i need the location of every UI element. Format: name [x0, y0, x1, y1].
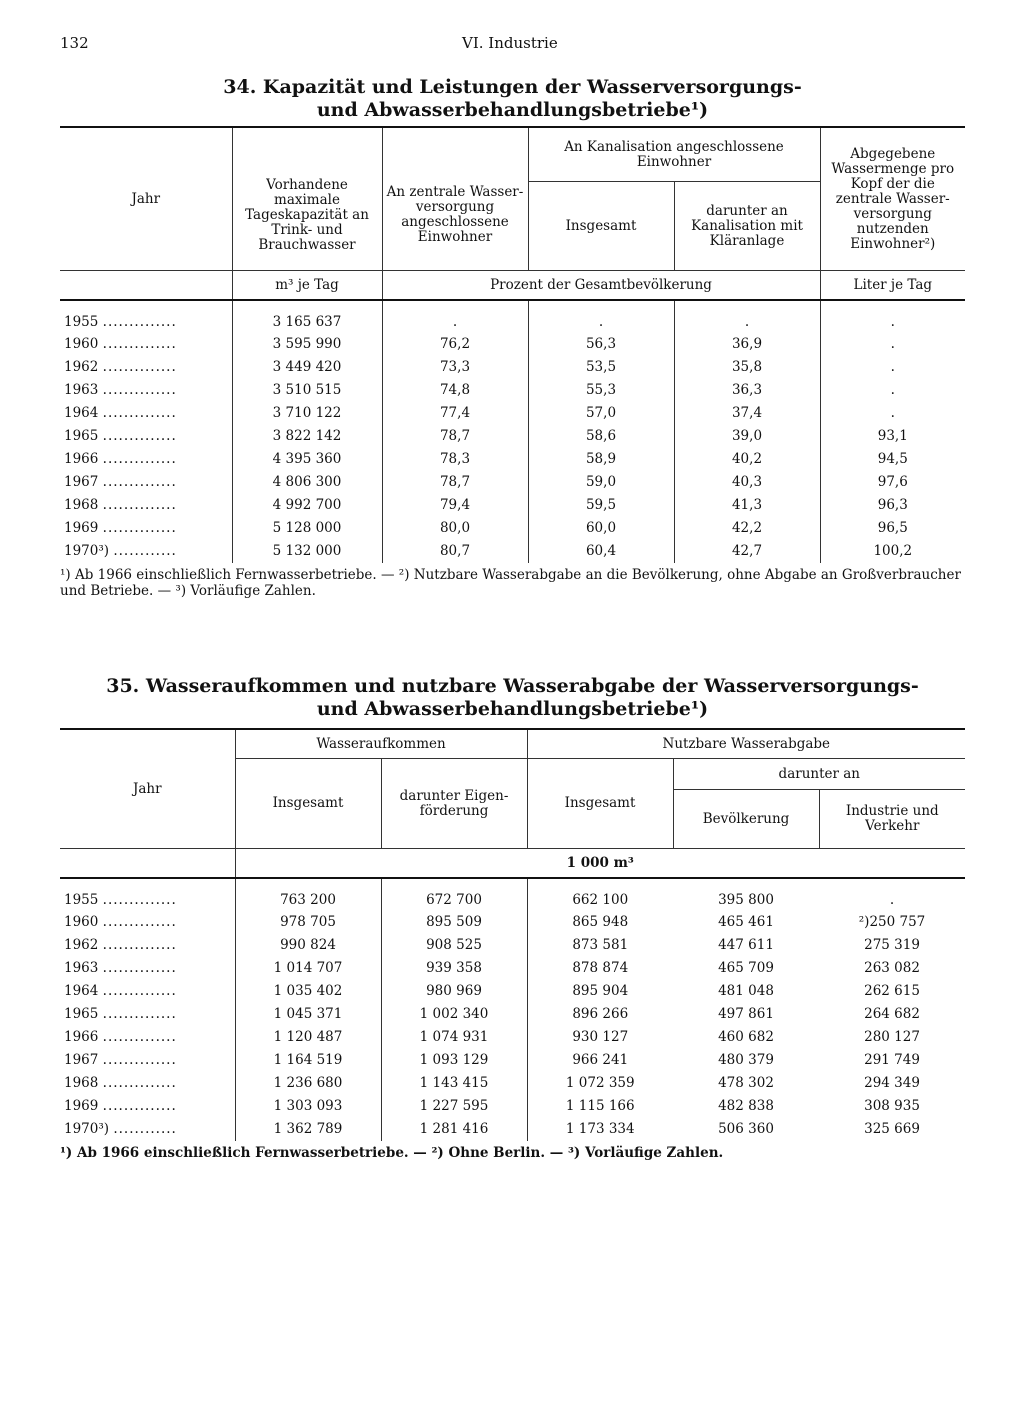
cell-industry: .: [889, 891, 895, 908]
col-supply-own: darunter Eigen-förderung: [381, 759, 527, 849]
cell-sewer: 53,5: [528, 356, 674, 379]
cell-plant: 35,8: [674, 356, 820, 379]
cell-central: 74,8: [382, 379, 528, 402]
cell-plant: 37,4: [674, 402, 820, 425]
col-industry: Industrie und Verkehr: [819, 790, 965, 849]
row-year: 1968: [64, 1075, 99, 1091]
cell-population: 481 048: [718, 983, 774, 999]
table-34: [60, 126, 965, 599]
col-population: Bevölkerung: [673, 790, 819, 849]
cell-capacity: 3 449 420: [232, 356, 382, 379]
cell-usable: 966 241: [527, 1049, 673, 1072]
row-year: 1969: [64, 520, 99, 536]
table-row: 1968 .............. 4 992 700 79,4 59,5 41,3 96,3: [60, 494, 965, 517]
table-row: 1964 .............. 3 710 122 77,4 57,0 37,4 .: [60, 402, 965, 425]
cell-capacity: 3 822 142: [232, 425, 382, 448]
cell-capacity: 3 165 637: [232, 300, 382, 333]
table-row: 1965 .............. 1 045 371 1 002 340 896 266 497 861 264 682: [60, 1003, 965, 1026]
col-usable-total: Insgesamt: [527, 759, 673, 849]
cell-population: 465 461: [718, 914, 774, 930]
cell-plant: 40,3: [674, 471, 820, 494]
row-year: 1970³): [64, 543, 110, 559]
cell-sewer: 58,6: [528, 425, 674, 448]
cell-own: 1 002 340: [381, 1003, 527, 1026]
table-row: 1969 .............. 5 128 000 80,0 60,0 42,2 96,5: [60, 517, 965, 540]
cell-capacity: 5 132 000: [232, 540, 382, 563]
col-sewer-total: Insgesamt: [528, 182, 674, 271]
cell-industry: 294 349: [864, 1075, 920, 1091]
unit-percent: Prozent der Gesamtbevölkerung: [382, 271, 820, 301]
cell-supply: 978 705: [235, 911, 381, 934]
cell-own: 1 074 931: [381, 1026, 527, 1049]
col-sewer-group: An Kanalisation angeschlossene Einwohner: [528, 127, 820, 182]
cell-supply: 1 045 371: [235, 1003, 381, 1026]
cell-plant: .: [674, 300, 820, 333]
row-year: 1968: [64, 497, 99, 513]
cell-capacity: 4 806 300: [232, 471, 382, 494]
cell-population: 447 611: [718, 937, 774, 953]
row-year: 1965: [64, 1006, 99, 1022]
cell-own: 908 525: [381, 934, 527, 957]
cell-population: 460 682: [718, 1029, 774, 1045]
table-row: 1970³) ............ 1 362 789 1 281 416 1 173 334 506 360 325 669: [60, 1118, 965, 1141]
cell-per-capita: 93,1: [820, 425, 965, 448]
table-row: 1970³) ............ 5 132 000 80,7 60,4 42,7 100,2: [60, 540, 965, 563]
table-row: 1962 .............. 3 449 420 73,3 53,5 35,8 .: [60, 356, 965, 379]
col-of-which: darunter an: [673, 759, 965, 790]
cell-own: 939 358: [381, 957, 527, 980]
cell-own: 672 700: [381, 878, 527, 911]
unit-liter: Liter je Tag: [820, 271, 965, 301]
cell-plant: 41,3: [674, 494, 820, 517]
cell-population: 506 360: [718, 1121, 774, 1137]
cell-plant: 42,7: [674, 540, 820, 563]
cell-plant: 36,9: [674, 333, 820, 356]
cell-central: 78,7: [382, 425, 528, 448]
cell-plant: 39,0: [674, 425, 820, 448]
table-row: 1965 .............. 3 822 142 78,7 58,6 39,0 93,1: [60, 425, 965, 448]
cell-own: 895 509: [381, 911, 527, 934]
footnote-line: ¹) Ab 1966 einschließlich Fernwasserbetriebe. — ²) Ohne Berlin. — ³) Vorläufige Zahlen.: [60, 1145, 724, 1161]
table-row: 1960 .............. 3 595 990 76,2 56,3 36,9 .: [60, 333, 965, 356]
table-35-footnote: [60, 1145, 965, 1161]
cell-per-capita: .: [820, 333, 965, 356]
cell-supply: 1 303 093: [235, 1095, 381, 1118]
col-sewer-plant: darunter an Kanalisation mit Kläranlage: [674, 182, 820, 271]
cell-supply: 1 035 402: [235, 980, 381, 1003]
cell-industry: 308 935: [864, 1098, 920, 1114]
row-year: 1955: [64, 891, 99, 908]
cell-sewer: 60,4: [528, 540, 674, 563]
row-year: 1964: [64, 405, 99, 421]
cell-capacity: 3 510 515: [232, 379, 382, 402]
cell-own: 980 969: [381, 980, 527, 1003]
table-35-title-line1: 35. Wasseraufkommen und nutzbare Wasserabgabe der Wasserversorgungs-: [106, 675, 919, 697]
cell-usable: 896 266: [527, 1003, 673, 1026]
cell-usable: 662 100: [527, 878, 673, 911]
row-year: 1963: [64, 960, 99, 976]
cell-industry: 263 082: [864, 960, 920, 976]
cell-population: 497 861: [718, 1006, 774, 1022]
cell-central: 73,3: [382, 356, 528, 379]
table-34-title-line1: 34. Kapazität und Leistungen der Wasserversorgungs-: [223, 76, 802, 98]
cell-central: 78,3: [382, 448, 528, 471]
cell-central: 80,7: [382, 540, 528, 563]
table-35-grid: [60, 728, 965, 1141]
unit-1000-m3: 1 000 m³: [235, 849, 965, 879]
row-year: 1963: [64, 382, 99, 398]
cell-usable: 930 127: [527, 1026, 673, 1049]
cell-population: 478 302: [718, 1075, 774, 1091]
cell-per-capita: 97,6: [820, 471, 965, 494]
table-34-title: [60, 76, 965, 122]
cell-plant: 40,2: [674, 448, 820, 471]
cell-per-capita: 96,5: [820, 517, 965, 540]
cell-usable: 1 072 359: [527, 1072, 673, 1095]
col-per-capita: Abgegebene Wassermenge pro Kopf der die zentrale Wasser-versorgung nutzenden Einwohner²): [820, 127, 965, 271]
table-row: 1969 .............. 1 303 093 1 227 595 1 115 166 482 838 308 935: [60, 1095, 965, 1118]
cell-capacity: 5 128 000: [232, 517, 382, 540]
cell-central: 77,4: [382, 402, 528, 425]
cell-capacity: 4 992 700: [232, 494, 382, 517]
table-row: 1960 .............. 978 705 895 509 865 948 465 461 ²)250 757: [60, 911, 965, 934]
cell-industry: ²)250 757: [858, 914, 926, 930]
cell-central: 79,4: [382, 494, 528, 517]
cell-per-capita: .: [820, 356, 965, 379]
cell-own: 1 227 595: [381, 1095, 527, 1118]
row-year: 1960: [64, 336, 99, 352]
section-title: VI. Industrie: [462, 34, 558, 52]
cell-supply: 1 362 789: [235, 1118, 381, 1141]
table-34-footnote: [60, 567, 965, 599]
table-row: 1955 .............. 763 200 672 700 662 100 395 800 .: [60, 878, 965, 911]
table-34-title-line2: und Abwasserbehandlungsbetriebe¹): [316, 99, 709, 121]
cell-supply: 1 164 519: [235, 1049, 381, 1072]
col-supply-total: Insgesamt: [235, 759, 381, 849]
cell-plant: 42,2: [674, 517, 820, 540]
row-year: 1960: [64, 914, 99, 930]
cell-population: 395 800: [718, 891, 774, 908]
row-year: 1966: [64, 1029, 99, 1045]
table-row: 1967 .............. 1 164 519 1 093 129 966 241 480 379 291 749: [60, 1049, 965, 1072]
cell-per-capita: .: [820, 379, 965, 402]
cell-supply: 1 236 680: [235, 1072, 381, 1095]
cell-capacity: 3 595 990: [232, 333, 382, 356]
col-supply-group: Wasseraufkommen: [235, 729, 527, 759]
cell-industry: 264 682: [864, 1006, 920, 1022]
row-year: 1962: [64, 937, 99, 953]
cell-sewer: 59,5: [528, 494, 674, 517]
cell-supply: 1 014 707: [235, 957, 381, 980]
cell-usable: 878 874: [527, 957, 673, 980]
cell-industry: 325 669: [864, 1121, 920, 1137]
table-row: 1963 .............. 1 014 707 939 358 878 874 465 709 263 082: [60, 957, 965, 980]
row-year: 1970³): [64, 1121, 110, 1137]
row-year: 1962: [64, 359, 99, 375]
table-row: 1955 .............. 3 165 637 . . . .: [60, 300, 965, 333]
table-34-grid: [60, 126, 965, 563]
cell-central: 80,0: [382, 517, 528, 540]
cell-sewer: 57,0: [528, 402, 674, 425]
table-row: 1966 .............. 4 395 360 78,3 58,9 40,2 94,5: [60, 448, 965, 471]
cell-own: 1 143 415: [381, 1072, 527, 1095]
table-row: 1962 .............. 990 824 908 525 873 581 447 611 275 319: [60, 934, 965, 957]
cell-own: 1 281 416: [381, 1118, 527, 1141]
cell-usable: 865 948: [527, 911, 673, 934]
cell-population: 482 838: [718, 1098, 774, 1114]
cell-capacity: 4 395 360: [232, 448, 382, 471]
table-row: 1966 .............. 1 120 487 1 074 931 930 127 460 682 280 127: [60, 1026, 965, 1049]
cell-industry: 275 319: [864, 937, 920, 953]
cell-per-capita: .: [820, 402, 965, 425]
cell-central: .: [382, 300, 528, 333]
row-year: 1955: [64, 313, 99, 330]
row-year: 1967: [64, 474, 99, 490]
col-central-supply: An zentrale Wasser-versorgung angeschlossene Einwohner: [382, 127, 528, 271]
cell-usable: 1 173 334: [527, 1118, 673, 1141]
table-35: [60, 728, 965, 1161]
cell-sewer: 55,3: [528, 379, 674, 402]
cell-supply: 990 824: [235, 934, 381, 957]
cell-central: 78,7: [382, 471, 528, 494]
cell-industry: 262 615: [864, 983, 920, 999]
cell-usable: 895 904: [527, 980, 673, 1003]
table-row: 1963 .............. 3 510 515 74,8 55,3 36,3 .: [60, 379, 965, 402]
cell-capacity: 3 710 122: [232, 402, 382, 425]
page-number: 132: [60, 34, 89, 52]
row-year: 1967: [64, 1052, 99, 1068]
table-row: 1964 .............. 1 035 402 980 969 895 904 481 048 262 615: [60, 980, 965, 1003]
table-35-title: [60, 675, 965, 721]
cell-sewer: 59,0: [528, 471, 674, 494]
col-capacity: Vorhandene maximale Tageskapazität an Trink- und Brauchwasser: [232, 127, 382, 271]
row-year: 1966: [64, 451, 99, 467]
cell-per-capita: 94,5: [820, 448, 965, 471]
cell-population: 465 709: [718, 960, 774, 976]
cell-own: 1 093 129: [381, 1049, 527, 1072]
table-row: 1968 .............. 1 236 680 1 143 415 1 072 359 478 302 294 349: [60, 1072, 965, 1095]
cell-central: 76,2: [382, 333, 528, 356]
cell-supply: 1 120 487: [235, 1026, 381, 1049]
cell-sewer: 56,3: [528, 333, 674, 356]
cell-sewer: .: [528, 300, 674, 333]
page-header: [0, 30, 1024, 54]
row-year: 1964: [64, 983, 99, 999]
cell-sewer: 60,0: [528, 517, 674, 540]
row-year: 1969: [64, 1098, 99, 1114]
cell-industry: 280 127: [864, 1029, 920, 1045]
cell-per-capita: 100,2: [820, 540, 965, 563]
table-35-title-line2: und Abwasserbehandlungsbetriebe¹): [316, 698, 709, 720]
col-year: Jahr: [131, 190, 161, 207]
col-year: Jahr: [132, 780, 162, 797]
cell-sewer: 58,9: [528, 448, 674, 471]
cell-usable: 873 581: [527, 934, 673, 957]
cell-per-capita: 96,3: [820, 494, 965, 517]
footnote-line: und Betriebe. — ³) Vorläufige Zahlen.: [60, 583, 316, 599]
cell-supply: 763 200: [235, 878, 381, 911]
cell-population: 480 379: [718, 1052, 774, 1068]
unit-m3: m³ je Tag: [232, 271, 382, 301]
row-year: 1965: [64, 428, 99, 444]
cell-per-capita: .: [820, 300, 965, 333]
table-row: 1967 .............. 4 806 300 78,7 59,0 40,3 97,6: [60, 471, 965, 494]
cell-usable: 1 115 166: [527, 1095, 673, 1118]
footnote-line: ¹) Ab 1966 einschließlich Fernwasserbetriebe. — ²) Nutzbare Wasserabgabe an die Bevölkerung, ohne Abgabe an Großverbraucher: [60, 567, 961, 583]
col-usable-group: Nutzbare Wasserabgabe: [527, 729, 965, 759]
cell-plant: 36,3: [674, 379, 820, 402]
cell-industry: 291 749: [864, 1052, 920, 1068]
